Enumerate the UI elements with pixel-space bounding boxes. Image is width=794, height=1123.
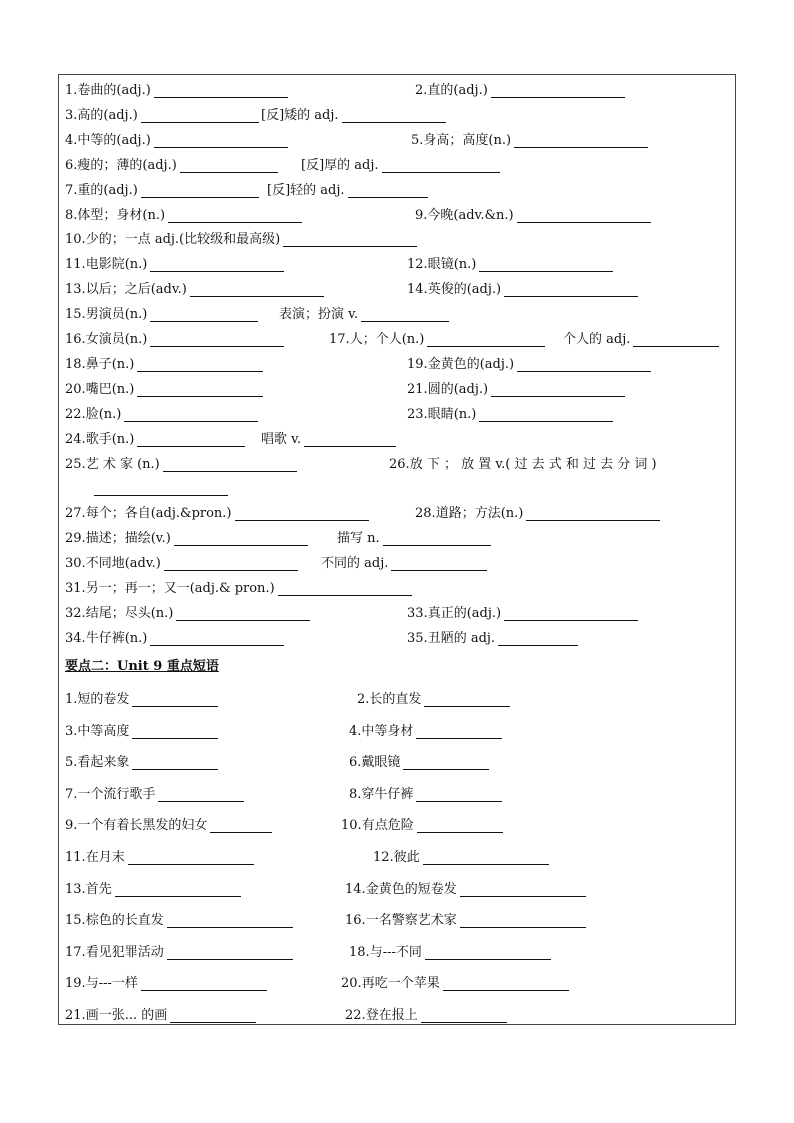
question-item xyxy=(407,603,641,625)
question-number: 3. xyxy=(65,723,78,739)
question-prompt: 金黄色的短卷发 xyxy=(365,881,457,897)
question-row xyxy=(59,404,735,426)
question-prompt: [反]轻的 adj. xyxy=(267,182,345,198)
question-row xyxy=(59,578,735,600)
question-number: 29. xyxy=(65,531,86,547)
question-number: 20. xyxy=(341,976,362,992)
question-prompt: 与---一样 xyxy=(85,976,138,992)
question-prompt: 与---不同 xyxy=(369,944,422,960)
answer-blank[interactable] xyxy=(128,850,254,865)
question-prompt: 中等身材 xyxy=(361,723,414,739)
answer-blank[interactable] xyxy=(479,407,613,422)
question-row xyxy=(59,879,735,901)
question-row xyxy=(59,603,735,625)
question-item xyxy=(349,942,554,964)
question-number: 18. xyxy=(349,944,370,960)
question-item xyxy=(279,304,452,326)
section-heading: 要点二：Unit 9 重点短语 xyxy=(65,659,219,674)
answer-blank[interactable] xyxy=(491,382,625,397)
answer-blank[interactable] xyxy=(180,158,278,173)
question-row xyxy=(59,847,735,869)
question-item xyxy=(415,80,628,102)
question-row xyxy=(59,254,735,276)
question-item xyxy=(65,429,248,451)
question-number: 19. xyxy=(65,976,86,992)
answer-blank[interactable] xyxy=(417,818,503,833)
question-number: 22. xyxy=(65,406,86,422)
question-prompt: 脸(n.) xyxy=(85,406,122,422)
answer-blank[interactable] xyxy=(132,755,218,770)
question-row xyxy=(59,80,735,102)
answer-blank[interactable] xyxy=(514,133,648,148)
question-item xyxy=(65,942,296,964)
question-number: 16. xyxy=(65,332,86,347)
answer-blank[interactable] xyxy=(383,531,491,546)
question-prompt: 中等高度 xyxy=(77,723,130,739)
question-prompt: 卷曲的(adj.) xyxy=(77,83,151,98)
question-row xyxy=(59,942,735,964)
question-item xyxy=(65,130,291,152)
question-item xyxy=(65,205,305,227)
answer-blank[interactable] xyxy=(167,945,293,960)
question-prompt: 再吃一个苹果 xyxy=(361,976,440,992)
question-item xyxy=(301,155,503,177)
question-item xyxy=(407,279,641,301)
answer-blank[interactable] xyxy=(304,432,396,447)
question-item xyxy=(65,80,291,102)
answer-blank[interactable] xyxy=(115,882,241,897)
question-row xyxy=(59,454,735,476)
answer-blank[interactable] xyxy=(517,208,651,223)
answer-blank[interactable] xyxy=(403,755,489,770)
question-prompt: 身高；高度(n.) xyxy=(423,132,512,148)
question-row xyxy=(59,784,735,806)
question-prompt: 唱歌 v. xyxy=(261,431,302,447)
question-item xyxy=(389,454,657,476)
answer-blank[interactable] xyxy=(158,787,244,802)
question-number: 11. xyxy=(65,257,86,273)
question-item xyxy=(65,354,266,376)
question-prompt: 高的(adj.) xyxy=(77,107,138,123)
question-prompt: 眼镜(n.) xyxy=(427,257,477,273)
answer-blank[interactable] xyxy=(132,692,218,707)
answer-blank[interactable] xyxy=(94,481,228,496)
question-prompt: 表演；扮演 v. xyxy=(279,307,359,323)
question-item xyxy=(65,847,257,869)
question-prompt: 金黄色的(adj.) xyxy=(427,356,515,372)
question-prompt: 英俊的(adj.) xyxy=(427,282,502,298)
answer-blank[interactable] xyxy=(424,692,510,707)
answer-blank[interactable] xyxy=(190,282,324,297)
answer-blank[interactable] xyxy=(423,850,549,865)
question-item xyxy=(407,628,581,650)
question-row xyxy=(59,752,735,774)
answer-blank[interactable] xyxy=(168,208,302,223)
question-number: 5. xyxy=(411,132,424,148)
question-prompt: 看见犯罪活动 xyxy=(85,944,164,960)
question-number: 4. xyxy=(349,723,362,739)
question-item xyxy=(337,528,494,550)
answer-blank[interactable] xyxy=(504,606,638,621)
question-prompt: 嘴巴(n.) xyxy=(85,381,135,397)
question-item xyxy=(415,503,663,525)
question-item xyxy=(65,784,247,806)
question-number: 21. xyxy=(65,1008,86,1023)
question-number: 1. xyxy=(65,83,78,98)
question-row xyxy=(59,721,735,743)
question-prompt: 中等的(adj.) xyxy=(77,132,151,148)
question-item xyxy=(65,1005,259,1027)
question-prompt: 圆的(adj.) xyxy=(427,381,489,397)
question-number: 11. xyxy=(65,850,86,865)
question-item xyxy=(65,105,262,127)
question-item xyxy=(349,784,505,806)
question-row xyxy=(59,628,735,650)
answer-blank[interactable] xyxy=(443,976,569,991)
question-number: 9. xyxy=(65,818,78,834)
question-number: 6. xyxy=(349,755,362,771)
question-prompt: 一名警察艺术家 xyxy=(365,913,457,929)
question-prompt: 有点危险 xyxy=(361,818,414,834)
question-item xyxy=(65,578,415,600)
question-item xyxy=(345,1005,510,1027)
question-number: 32. xyxy=(65,605,86,621)
question-item xyxy=(65,879,244,901)
question-number: 4. xyxy=(65,132,78,148)
question-prompt: 人；个人(n.) xyxy=(349,332,425,347)
question-number: 8. xyxy=(65,207,78,223)
question-number: 8. xyxy=(349,786,362,802)
question-prompt: [反]矮的 adj. xyxy=(261,107,339,123)
question-number: 6. xyxy=(65,157,78,173)
question-item xyxy=(407,254,616,276)
question-number: 10. xyxy=(65,232,86,248)
question-prompt: 在月末 xyxy=(85,850,125,865)
question-prompt: 描述；描绘(v.) xyxy=(85,531,171,547)
question-number: 13. xyxy=(65,282,86,298)
answer-blank[interactable] xyxy=(460,913,586,928)
question-number: 21. xyxy=(407,381,428,397)
question-item xyxy=(341,973,572,995)
question-row xyxy=(59,815,735,837)
question-row xyxy=(59,180,735,202)
answer-blank[interactable] xyxy=(382,158,500,173)
question-number: 22. xyxy=(345,1008,366,1023)
question-prompt: 棕色的长直发 xyxy=(85,913,164,929)
question-item xyxy=(65,553,301,575)
answer-blank[interactable] xyxy=(526,506,660,521)
question-item xyxy=(91,478,231,500)
question-prompt: 真正的(adj.) xyxy=(427,605,502,621)
question-item xyxy=(261,429,399,451)
answer-blank[interactable] xyxy=(498,631,578,646)
question-prompt: 体型；身材(n.) xyxy=(77,207,166,223)
answer-blank[interactable] xyxy=(124,407,258,422)
question-row xyxy=(59,229,735,251)
question-row xyxy=(59,689,735,711)
question-item xyxy=(407,404,616,426)
worksheet-table xyxy=(58,74,736,1025)
question-prompt: 不同地(adv.) xyxy=(85,556,161,572)
question-item xyxy=(415,205,654,227)
question-row xyxy=(59,429,735,451)
question-item xyxy=(345,910,589,932)
question-item xyxy=(349,721,505,743)
question-item xyxy=(65,454,300,476)
answer-blank[interactable] xyxy=(278,581,412,596)
question-number: 7. xyxy=(65,786,78,802)
question-row xyxy=(59,478,735,500)
question-item xyxy=(65,689,221,711)
question-row xyxy=(59,155,735,177)
question-prompt: 牛仔裤(n.) xyxy=(85,630,148,646)
question-item xyxy=(407,379,628,401)
answer-blank[interactable] xyxy=(137,382,263,397)
question-number: 12. xyxy=(407,257,428,273)
question-prompt: 女演员(n.) xyxy=(85,332,148,347)
answer-blank[interactable] xyxy=(460,882,586,897)
question-item xyxy=(65,329,287,351)
question-item xyxy=(267,180,431,202)
question-prompt: 歌手(n.) xyxy=(85,431,135,447)
question-prompt: 眼睛(n.) xyxy=(427,406,477,422)
question-prompt: 长的直发 xyxy=(369,692,422,707)
answer-blank[interactable] xyxy=(479,257,613,272)
question-item xyxy=(65,379,266,401)
question-item xyxy=(65,603,313,625)
answer-blank[interactable] xyxy=(517,357,651,372)
question-prompt: 道路；方法(n.) xyxy=(435,506,524,522)
question-item xyxy=(341,815,506,837)
question-prompt: 结尾；尽头(n.) xyxy=(85,605,174,621)
answer-blank[interactable] xyxy=(164,556,298,571)
answer-blank[interactable] xyxy=(150,307,258,322)
question-row xyxy=(59,205,735,227)
question-prompt: 艺 术 家 (n.) xyxy=(85,456,160,472)
question-item xyxy=(563,329,722,351)
question-number: 13. xyxy=(65,881,86,897)
answer-blank[interactable] xyxy=(141,183,259,198)
answer-blank[interactable] xyxy=(150,631,284,646)
question-item xyxy=(65,180,262,202)
question-number: 33. xyxy=(407,605,428,621)
answer-blank[interactable] xyxy=(416,787,502,802)
answer-blank[interactable] xyxy=(391,556,487,571)
answer-blank[interactable] xyxy=(504,282,638,297)
question-item xyxy=(321,553,490,575)
question-item xyxy=(407,354,654,376)
question-item xyxy=(65,254,287,276)
answer-blank[interactable] xyxy=(283,232,417,247)
question-number: 15. xyxy=(65,307,86,323)
answer-blank[interactable] xyxy=(137,357,263,372)
question-item xyxy=(65,503,372,525)
question-number: 30. xyxy=(65,556,86,572)
question-prompt: 放 下 ； 放 置 v.( 过 去 式 和 过 去 分 词 ) xyxy=(409,456,657,472)
question-prompt: 以后；之后(adv.) xyxy=(85,282,187,298)
question-prompt: 登在报上 xyxy=(365,1008,418,1023)
question-number: 18. xyxy=(65,356,86,372)
question-number: 5. xyxy=(65,755,78,771)
question-item xyxy=(373,847,552,869)
question-prompt: 短的卷发 xyxy=(77,692,130,707)
answer-blank[interactable] xyxy=(210,818,272,833)
question-number: 9. xyxy=(415,207,428,223)
question-prompt: 鼻子(n.) xyxy=(85,356,135,372)
answer-blank[interactable] xyxy=(235,506,369,521)
question-prompt: 重的(adj.) xyxy=(77,182,138,198)
question-row xyxy=(59,105,735,127)
question-number: 16. xyxy=(345,913,366,929)
question-prompt: 个人的 adj. xyxy=(563,332,631,347)
question-row xyxy=(59,379,735,401)
answer-blank[interactable] xyxy=(348,183,428,198)
question-number: 17. xyxy=(65,944,86,960)
question-row xyxy=(59,910,735,932)
question-item xyxy=(65,155,281,177)
question-item xyxy=(65,404,261,426)
answer-blank[interactable] xyxy=(633,332,719,347)
question-number: 35. xyxy=(407,630,428,646)
answer-blank[interactable] xyxy=(416,724,502,739)
answer-blank[interactable] xyxy=(163,457,297,472)
question-item xyxy=(65,721,221,743)
question-row xyxy=(59,553,735,575)
question-item xyxy=(65,279,327,301)
question-number: 3. xyxy=(65,107,78,123)
question-number: 17. xyxy=(329,332,350,347)
question-item xyxy=(329,329,548,351)
question-number: 19. xyxy=(407,356,428,372)
question-item xyxy=(65,304,261,326)
question-number: 34. xyxy=(65,630,86,646)
question-item xyxy=(345,879,589,901)
answer-blank[interactable] xyxy=(174,531,308,546)
question-row xyxy=(59,528,735,550)
question-prompt: 一个流行歌手 xyxy=(77,786,156,802)
answer-blank[interactable] xyxy=(491,83,625,98)
question-number: 20. xyxy=(65,381,86,397)
question-item xyxy=(65,910,296,932)
question-row xyxy=(59,503,735,525)
question-prompt: 瘦的；薄的(adj.) xyxy=(77,157,177,173)
answer-blank[interactable] xyxy=(421,1008,507,1023)
question-prompt: 画一张... 的画 xyxy=(85,1008,168,1023)
question-row xyxy=(59,130,735,152)
question-row xyxy=(59,329,735,351)
question-prompt: 少的；一点 adj.(比较级和最高级) xyxy=(85,232,281,248)
question-prompt: 男演员(n.) xyxy=(85,307,148,323)
answer-blank[interactable] xyxy=(154,133,288,148)
question-prompt: [反]厚的 adj. xyxy=(301,157,379,173)
question-number: 28. xyxy=(415,506,436,522)
question-number: 1. xyxy=(65,692,78,707)
question-number: 25. xyxy=(65,456,86,472)
question-number: 2. xyxy=(357,692,370,707)
question-number: 10. xyxy=(341,818,362,834)
question-row xyxy=(59,304,735,326)
question-prompt: 电影院(n.) xyxy=(85,257,148,273)
question-number: 12. xyxy=(373,850,394,865)
answer-blank[interactable] xyxy=(154,83,288,98)
question-row xyxy=(59,973,735,995)
answer-blank[interactable] xyxy=(167,913,293,928)
answer-blank[interactable] xyxy=(425,945,551,960)
question-number: 31. xyxy=(65,581,86,596)
answer-blank[interactable] xyxy=(176,606,310,621)
question-row xyxy=(59,279,735,301)
question-number: 15. xyxy=(65,913,86,929)
question-number: 14. xyxy=(407,282,428,298)
question-number: 2. xyxy=(415,83,428,98)
answer-blank[interactable] xyxy=(132,724,218,739)
question-number: 23. xyxy=(407,406,428,422)
answer-blank[interactable] xyxy=(170,1008,256,1023)
question-item xyxy=(65,973,270,995)
question-item xyxy=(65,815,275,837)
question-item xyxy=(357,689,513,711)
question-number: 27. xyxy=(65,506,86,522)
question-prompt: 看起来象 xyxy=(77,755,130,771)
question-prompt: 每个；各自(adj.&pron.) xyxy=(85,506,232,522)
question-prompt: 戴眼镜 xyxy=(361,755,401,771)
answer-blank[interactable] xyxy=(141,108,259,123)
question-item xyxy=(349,752,492,774)
question-row xyxy=(59,1005,735,1027)
question-number: 7. xyxy=(65,182,78,198)
question-prompt: 不同的 adj. xyxy=(321,556,389,572)
answer-blank[interactable] xyxy=(141,976,267,991)
answer-blank[interactable] xyxy=(342,108,446,123)
question-row xyxy=(59,354,735,376)
question-prompt: 一个有着长黑发的妇女 xyxy=(77,818,208,834)
answer-blank[interactable] xyxy=(137,432,245,447)
question-number: 26. xyxy=(389,456,410,472)
answer-blank[interactable] xyxy=(427,332,545,347)
question-item xyxy=(65,229,420,251)
question-item xyxy=(411,130,651,152)
question-prompt: 描写 n. xyxy=(337,531,380,547)
question-prompt: 穿牛仔裤 xyxy=(361,786,414,802)
question-item xyxy=(65,628,287,650)
question-prompt: 另一；再一；又一(adj.& pron.) xyxy=(85,581,275,596)
question-prompt: 首先 xyxy=(85,881,112,897)
question-item xyxy=(65,752,221,774)
question-item xyxy=(65,528,311,550)
answer-blank[interactable] xyxy=(361,307,449,322)
answer-blank[interactable] xyxy=(150,332,284,347)
question-prompt: 丑陋的 adj. xyxy=(427,630,496,646)
answer-blank[interactable] xyxy=(150,257,284,272)
question-number: 24. xyxy=(65,431,86,447)
question-prompt: 今晚(adv.&n.) xyxy=(427,207,514,223)
question-prompt: 直的(adj.) xyxy=(427,83,488,98)
question-item xyxy=(261,105,449,127)
question-prompt: 彼此 xyxy=(393,850,420,865)
question-number: 14. xyxy=(345,881,366,897)
